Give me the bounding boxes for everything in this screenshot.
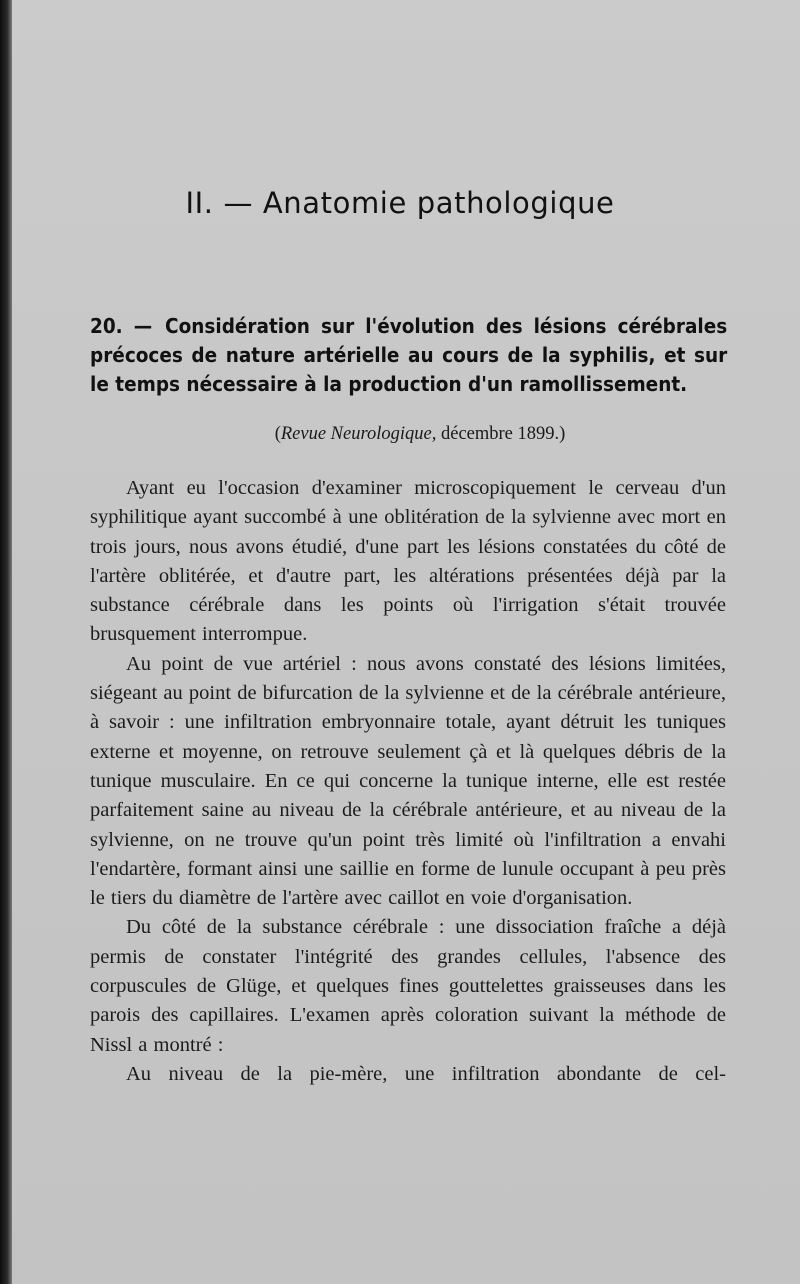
source-journal: Revue Neurologique,	[280, 424, 437, 444]
paragraph-1: Ayant eu l'occasion d'examiner microscopiquement le cerveau d'un syphilitique ayant succombé à une oblitération de la sylvienne avec mort en trois jours, nous avons étudié, d'une part les lésions constatées du côté de l'artère oblitérée, et d'autre part, les altérations présentées déjà par la substance cérébrale dans les points où l'irrigation s'était trouvée brusquement interrompue.	[90, 477, 726, 646]
entry-number: 20. —	[90, 314, 153, 338]
paragraph-4: Au niveau de la pie-mère, une infiltration abondante de cel-	[126, 1062, 726, 1085]
entry-title	[90, 312, 727, 399]
source-date: décembre 1899.	[440, 424, 560, 444]
section-heading: II. — Anatomie pathologique	[185, 186, 615, 220]
source-citation: (Revue Neurologique, décembre 1899.)	[274, 424, 566, 444]
paragraph-3: Du côté de la substance cérébrale : une dissociation fraîche a déjà permis de constater l'intégrité des grandes cellules, l'absence des corpuscules de Glüge, et quelques fines gouttelettes graisseuses dans les parois des capillaires. L'examen après coloration suivant la méthode de Nissl a montré :	[90, 916, 726, 1056]
paragraph-2: Au point de vue artériel : nous avons constaté des lésions limitées, siégeant au point de bifurcation de la sylvienne et de la cérébrale antérieure, à savoir : une infiltration embryonnaire totale, ayant détruit les tuniques externe et moyenne, on retrouve seulement çà et là quelques débris de la tunique musculaire. En ce qui concerne la tunique interne, elle est restée parfaitement saine au niveau de la cérébrale antérieure, et au niveau de la sylvienne, on ne trouve qu'un point très limité où l'infiltration a envahi l'endartère, formant ainsi une saillie en forme de lunule occupant à peu près le tiers du diamètre de l'artère avec caillot en voie d'organisation.	[90, 652, 726, 910]
entry-title-text: Considération sur l'évolution des lésions cérébrales précoces de nature artérielle au cours de la syphilis, et sur le temps nécessaire à la production d'un ramollissement.	[90, 314, 728, 396]
body-text	[90, 474, 726, 1089]
